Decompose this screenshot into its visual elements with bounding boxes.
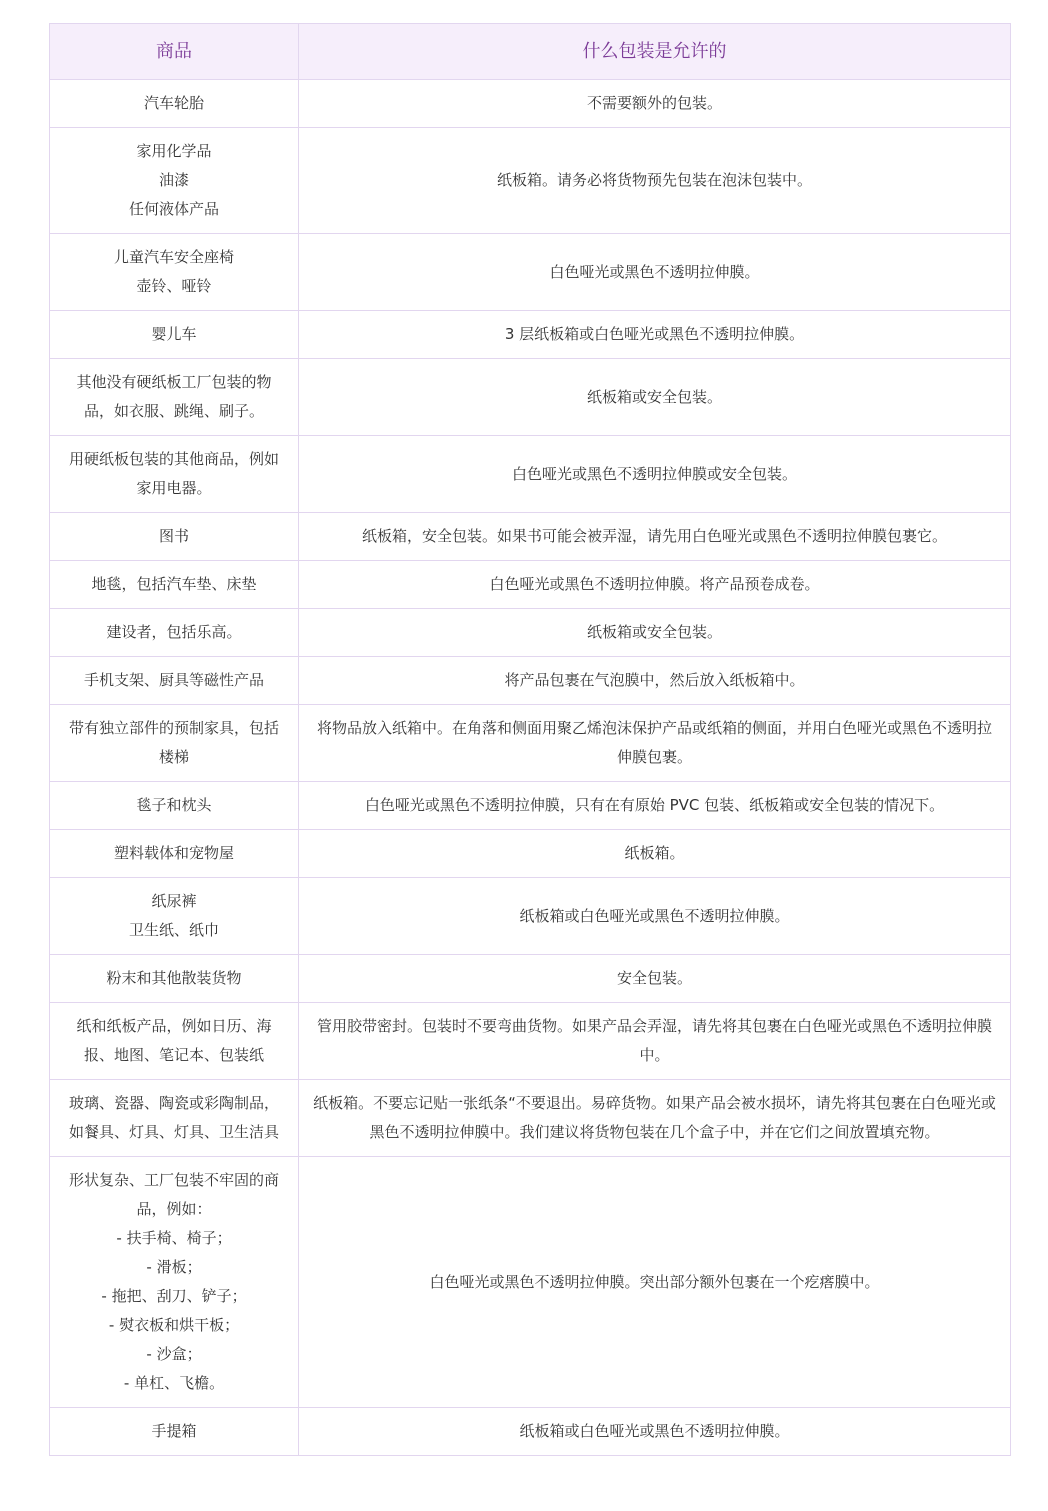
goods-line: 毯子和枕头: [136, 796, 212, 814]
table-row: [50, 609, 1011, 657]
goods-cell: [50, 830, 299, 878]
packaging-cell: 不需要额外的包装。: [299, 80, 1011, 128]
table-row: [50, 561, 1011, 609]
header-packaging: 什么包装是允许的: [299, 24, 1011, 80]
goods-line: - 沙盒；: [146, 1345, 202, 1363]
packaging-cell: 纸板箱，安全包装。如果书可能会被弄湿，请先用白色哑光或黑色不透明拉伸膜包裹它。: [299, 513, 1011, 561]
packaging-cell: 白色哑光或黑色不透明拉伸膜。: [299, 234, 1011, 311]
goods-line: 建设者，包括乐高。: [106, 623, 242, 641]
header-goods: 商品: [50, 24, 299, 80]
goods-cell: [50, 782, 299, 830]
table-body: [50, 80, 1011, 1456]
goods-line: 手机支架、厨具等磁性产品: [83, 671, 264, 689]
packaging-cell: 纸板箱或白色哑光或黑色不透明拉伸膜。: [299, 1408, 1011, 1456]
goods-line: 粉末和其他散装货物: [106, 969, 242, 987]
packaging-cell: 纸板箱。不要忘记贴一张纸条“不要退出。易碎货物。如果产品会被水损坏，请先将其包裹在白色哑光或黑色不透明拉伸膜中。我们建议将货物包装在几个盒子中，并在它们之间放置填充物。: [299, 1080, 1011, 1157]
goods-line: 纸和纸板产品，例如日历、海报、地图、笔记本、包装纸: [76, 1017, 272, 1064]
goods-cell: [50, 657, 299, 705]
goods-line: - 滑板；: [146, 1258, 202, 1276]
table-row: [50, 1080, 1011, 1157]
goods-cell: [50, 128, 299, 234]
goods-cell: [50, 311, 299, 359]
goods-cell: [50, 1408, 299, 1456]
packaging-cell: 安全包装。: [299, 955, 1011, 1003]
goods-line: - 熨衣板和烘干板；: [108, 1316, 240, 1334]
packaging-table-container: [49, 23, 1010, 1456]
goods-line: 汽车轮胎: [143, 94, 204, 112]
packaging-cell: 白色哑光或黑色不透明拉伸膜或安全包装。: [299, 436, 1011, 513]
goods-cell: [50, 705, 299, 782]
packaging-cell: 3 层纸板箱或白色哑光或黑色不透明拉伸膜。: [299, 311, 1011, 359]
table-row: [50, 359, 1011, 436]
goods-line: 婴儿车: [151, 325, 197, 343]
goods-line: 纸尿裤: [151, 892, 197, 910]
table-row: [50, 1408, 1011, 1456]
goods-cell: [50, 1157, 299, 1408]
table-row: [50, 311, 1011, 359]
goods-line: 塑料载体和宠物屋: [113, 844, 234, 862]
goods-cell: [50, 436, 299, 513]
goods-cell: [50, 80, 299, 128]
table-header-row: [50, 24, 1011, 80]
goods-line: - 扶手椅、椅子；: [116, 1229, 232, 1247]
goods-cell: [50, 878, 299, 955]
goods-cell: [50, 561, 299, 609]
goods-line: - 拖把、刮刀、铲子；: [101, 1287, 247, 1305]
goods-cell: [50, 234, 299, 311]
goods-line: 家用化学品: [136, 142, 212, 160]
goods-line: 其他没有硬纸板工厂包装的物品，如衣服、跳绳、刷子。: [76, 373, 272, 420]
packaging-cell: 纸板箱。: [299, 830, 1011, 878]
packaging-table: [49, 23, 1011, 1456]
goods-line: 形状复杂、工厂包装不牢固的商品，例如：: [68, 1171, 279, 1218]
goods-cell: [50, 1003, 299, 1080]
table-row: [50, 955, 1011, 1003]
packaging-cell: 纸板箱或安全包装。: [299, 359, 1011, 436]
table-row: [50, 128, 1011, 234]
goods-cell: [50, 955, 299, 1003]
packaging-cell: 白色哑光或黑色不透明拉伸膜，只有在有原始 PVC 包装、纸板箱或安全包装的情况下。: [299, 782, 1011, 830]
goods-line: 壶铃、哑铃: [136, 277, 212, 295]
goods-line: 任何液体产品: [128, 200, 219, 218]
goods-cell: [50, 359, 299, 436]
packaging-cell: 管用胶带密封。包装时不要弯曲货物。如果产品会弄湿，请先将其包裹在白色哑光或黑色不透明拉伸膜中。: [299, 1003, 1011, 1080]
goods-line: 卫生纸、纸巾: [128, 921, 219, 939]
packaging-cell: 白色哑光或黑色不透明拉伸膜。将产品预卷成卷。: [299, 561, 1011, 609]
table-row: [50, 234, 1011, 311]
goods-line: 手提箱: [151, 1422, 197, 1440]
table-row: [50, 436, 1011, 513]
table-row: [50, 878, 1011, 955]
table-row: [50, 513, 1011, 561]
goods-line: 带有独立部件的预制家具，包括楼梯: [68, 719, 279, 766]
goods-cell: [50, 1080, 299, 1157]
goods-line: 图书: [158, 527, 189, 545]
goods-line: 玻璃、瓷器、陶瓷或彩陶制品，如餐具、灯具、灯具、卫生洁具: [68, 1094, 279, 1141]
table-row: [50, 80, 1011, 128]
goods-line: - 单杠、飞檐。: [123, 1374, 225, 1392]
packaging-cell: 纸板箱。请务必将货物预先包装在泡沫包装中。: [299, 128, 1011, 234]
packaging-cell: 白色哑光或黑色不透明拉伸膜。突出部分额外包裹在一个疙瘩膜中。: [299, 1157, 1011, 1408]
goods-line: 地毯，包括汽车垫、床垫: [91, 575, 257, 593]
table-row: [50, 1003, 1011, 1080]
goods-cell: [50, 513, 299, 561]
table-row: [50, 782, 1011, 830]
table-row: [50, 657, 1011, 705]
goods-line: 儿童汽车安全座椅: [113, 248, 234, 266]
packaging-cell: 将物品放入纸箱中。在角落和侧面用聚乙烯泡沫保护产品或纸箱的侧面，并用白色哑光或黑色不透明拉伸膜包裹。: [299, 705, 1011, 782]
goods-cell: [50, 609, 299, 657]
packaging-cell: 将产品包裹在气泡膜中，然后放入纸板箱中。: [299, 657, 1011, 705]
table-row: [50, 830, 1011, 878]
packaging-cell: 纸板箱或安全包装。: [299, 609, 1011, 657]
table-row: [50, 1157, 1011, 1408]
packaging-cell: 纸板箱或白色哑光或黑色不透明拉伸膜。: [299, 878, 1011, 955]
goods-line: 用硬纸板包装的其他商品，例如家用电器。: [68, 450, 279, 497]
goods-line: 油漆: [158, 171, 189, 189]
table-row: [50, 705, 1011, 782]
